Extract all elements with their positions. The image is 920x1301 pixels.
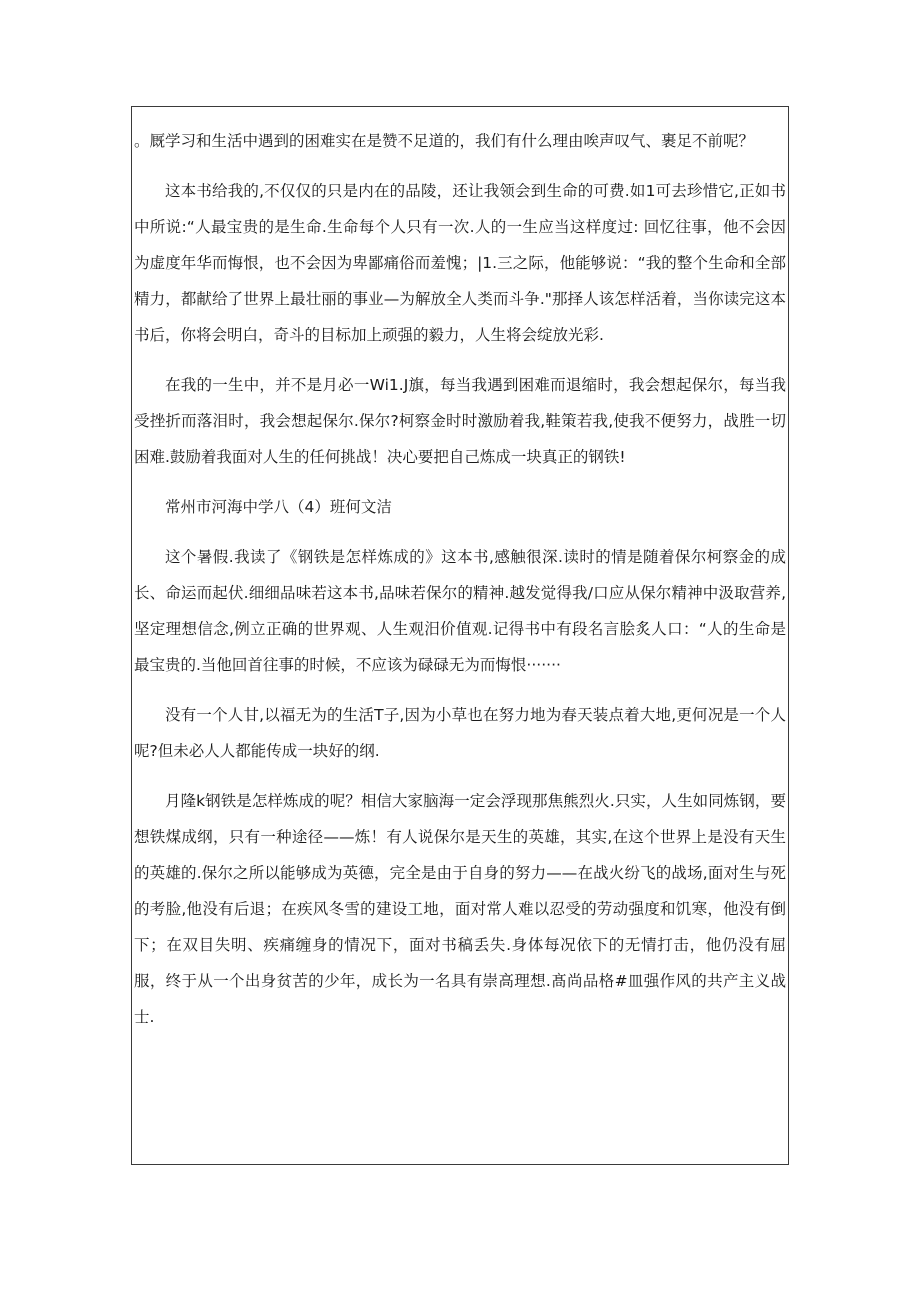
paragraph-summer-reading: 这个暑假.我读了《钢铁是怎样炼成的》这本书,感触很深.读时的情是随着保尔柯察金的成长、命运而起伏.细细品味若这本书,品味若保尔的精神.越发觉得我/口应从保尔精神中汲取营养,坚定理想信念,例立正确的世界观、人生观汨价值观.记得书中有段名言脍炙人口：“人的生命是最宝贵的.当他回首往事的时候，不应该为碌碌无为而悔恨·······	[134, 548, 786, 674]
paragraph-steel-forging: 月隆k钢铁是怎样炼成的呢？相信大家脑海一定会浮现那焦熊烈火.只实，人生如同炼钢，要想铁煤成纲，只有一种途径——炼！有人说保尔是天生的英雄，其实,在这个世界上是没有天生的英雄的.保尔之所以能够成为英德，完全是由于自身的努力——在战火纷飞的战场,面对生与死的考脸,他没有后退；在疾风冬雪的建设工地，面对常人难以忍受的劳动强度和饥寒，他没有倒下；在双目失明、疾痛缠身的情况下，面对书稿丢失.身体每况依下的无情打击，他仍没有屈服，终于从一个出身贫苦的少年，成长为一名具有崇高理想.髙尚品格#皿强作风的共产主义战士.	[134, 792, 786, 1026]
paragraph-grass-metaphor: 没有一个人甘,以福无为的生活T子,因为小草也在努力地为春天装点着大地,更何况是一个人呢?但未必人人都能传成一块好的纲.	[134, 706, 786, 760]
paragraph-inspiration: 在我的一生中，并不是月必一Wi1.J旗，每当我遇到困难而退缩时，我会想起保尔，每当我受挫折而落泪时，我会想起保尔.保尔?柯察金时时激励着我,鞋策若我,使我不便努力，战胜一切困难.鼓励着我面对人生的任何挑战！决心要把自己炼成一块真正的钢铁!	[134, 376, 786, 466]
paragraph-continuation: 。厩学习和生活中遇到的困难实在是赞不足道的，我们有什么理由唉声叹气、裹足不前呢？	[134, 132, 755, 150]
document-body	[134, 123, 786, 1049]
author-byline: 常州市河海中学八（4）班何文洁	[165, 498, 392, 516]
paragraph-book-meaning: 这本书给我的,不仅仅的只是内在的品陵，还让我领会到生命的可费.如1可去珍惜它,正如书中所说:“人最宝贵的是生命.生命每个人只有一次.人的一生应当这样度过: 回忆往事，他不会因为虚度年华而悔恨，也不会因为卑鄙痛俗而羞愧；|1.三之际，他能够说：“我的整个生命和全部精力，都献给了世界上最壮丽的事业—为解放全人类而斗争."那择人该怎样活着，当你读完这本书后，你将会明白，奇斗的目标加上顽强的毅力，人生将会绽放光彩.	[134, 182, 786, 344]
